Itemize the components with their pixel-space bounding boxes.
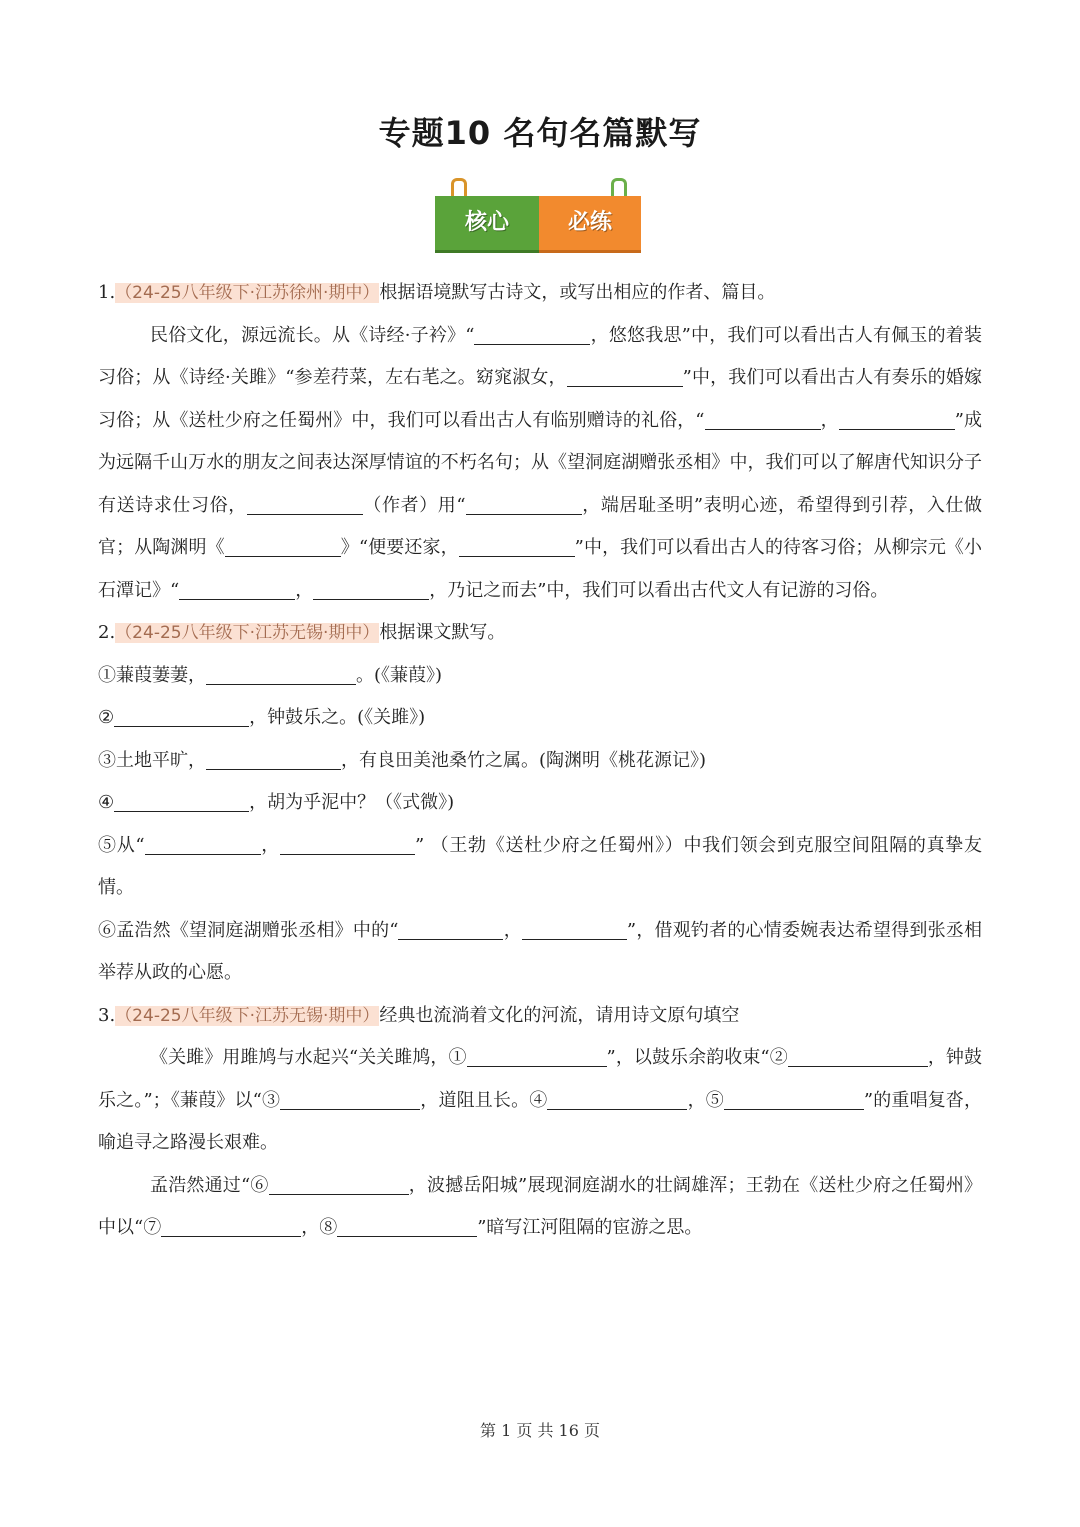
passage-text: ”中，我们可以看出古人的待客习俗；从柳宗元《小石潭记》“	[98, 537, 983, 601]
passage-text: ，	[295, 579, 314, 601]
passage-text: ”，以鼓乐余韵收束“②	[606, 1047, 788, 1068]
answer-blank[interactable]	[567, 364, 683, 387]
answer-blank[interactable]	[705, 407, 821, 430]
answer-blank[interactable]	[161, 1214, 301, 1237]
item-text: ，	[260, 834, 281, 856]
passage-text: ，道阻且长。④	[420, 1089, 548, 1111]
question-3-paragraph-2	[98, 1165, 982, 1250]
question-2-item-4	[98, 782, 982, 825]
question-stem: 根据课文默写。	[379, 622, 506, 643]
passage-text: ”暗写江河阻隔的宦游之思。	[477, 1217, 703, 1238]
answer-blank[interactable]	[724, 1087, 864, 1110]
answer-blank[interactable]	[474, 322, 590, 345]
item-text: ，	[503, 919, 522, 941]
answer-blank[interactable]	[280, 832, 415, 855]
item-text: ②	[98, 707, 115, 728]
answer-blank[interactable]	[839, 407, 955, 430]
answer-blank[interactable]	[522, 917, 627, 940]
banner-right-block	[539, 196, 641, 250]
core-practice-banner	[433, 176, 643, 254]
question-number: 1.	[98, 282, 116, 303]
passage-text: 》“便要还家，	[340, 537, 459, 558]
question-2-item-6	[98, 910, 982, 995]
item-text: ，胡为乎泥中？（《式微》)	[249, 792, 455, 813]
question-source: （24-25八年级下·江苏无锡·期中）	[115, 623, 380, 643]
question-1-passage	[98, 315, 982, 613]
passage-text: ，	[820, 409, 839, 431]
question-number: 2.	[98, 622, 116, 643]
question-2-item-2	[98, 697, 982, 740]
paper-clip-icon	[451, 178, 467, 196]
page-title: 专题10 名句名篇默写	[378, 114, 702, 152]
answer-blank[interactable]	[788, 1044, 928, 1067]
banner-left-label: 核心	[464, 210, 509, 235]
question-3-header	[98, 995, 982, 1038]
banner-right-label: 必练	[567, 210, 612, 235]
answer-blank[interactable]	[547, 1087, 687, 1110]
question-1-header	[98, 272, 982, 315]
passage-text: ，悠悠我思”中，我们可以看出古人有佩玉的着装习俗；从《诗经·关雎》“参差荇菜，左右芼之。窈窕淑女，	[98, 324, 982, 388]
answer-blank[interactable]	[145, 832, 261, 855]
question-2-item-5	[98, 825, 982, 910]
answer-blank[interactable]	[114, 789, 249, 812]
passage-text: 民俗文化，源远流长。从《诗经·子衿》“	[150, 324, 475, 346]
banner-left-block	[435, 196, 539, 250]
item-text: ④	[98, 792, 115, 813]
answer-blank[interactable]	[114, 704, 249, 727]
answer-blank[interactable]	[179, 577, 295, 600]
item-text: ①蒹葭萋萋，	[98, 664, 206, 686]
passage-text: 孟浩然通过“⑥	[150, 1174, 269, 1196]
worksheet-content	[98, 272, 982, 1250]
passage-text: （作者）用“	[362, 494, 466, 516]
question-source: （24-25八年级下·江苏徐州·期中）	[115, 283, 380, 303]
passage-text: ，钟鼓乐之。”；《蒹葭》以“③	[98, 1047, 983, 1111]
page-footer: 第 1 页 共 16 页	[480, 1421, 600, 1440]
item-text: 。(《蒹葭》)	[356, 664, 443, 686]
answer-blank[interactable]	[467, 1044, 607, 1067]
question-source: （24-25八年级下·江苏无锡·期中）	[115, 1005, 380, 1026]
question-stem: 根据语境默写古诗文，或写出相应的作者、篇目。	[379, 282, 776, 303]
answer-blank[interactable]	[225, 534, 341, 557]
item-text: ，钟鼓乐之。(《关雎》)	[249, 707, 426, 728]
question-stem: 经典也流淌着文化的河流，请用诗文原句填空	[379, 1004, 740, 1026]
answer-blank[interactable]	[459, 534, 575, 557]
answer-blank[interactable]	[466, 492, 582, 515]
answer-blank[interactable]	[247, 492, 363, 515]
answer-blank[interactable]	[206, 747, 341, 770]
question-2-item-1	[98, 655, 982, 698]
item-text: ⑤从“	[98, 834, 145, 856]
answer-blank[interactable]	[206, 662, 356, 685]
answer-blank[interactable]	[269, 1172, 409, 1195]
item-text: ” （王勃《送杜少府之任蜀州》）中我们领会到克服空间阻隔的真挚友情。	[98, 834, 983, 898]
passage-text: ”成为远隔千山万水的朋友之间表达深厚情谊的不朽名句；从《望洞庭湖赠张丞相》中，我们可以了解唐代知识分子有送诗求仕习俗，	[98, 409, 983, 516]
paper-clip-icon	[611, 178, 627, 196]
answer-blank[interactable]	[337, 1214, 477, 1237]
question-2-header	[98, 612, 982, 655]
passage-text: ”的重唱复沓，喻追寻之路漫长艰难。	[98, 1089, 983, 1153]
answer-blank[interactable]	[280, 1087, 420, 1110]
item-text: ，有良田美池桑竹之属。(陶渊明《桃花源记》)	[341, 749, 707, 771]
passage-text: ”中，我们可以看出古人有奏乐的婚嫁习俗；从《送杜少府之任蜀州》中，我们可以看出古人有临别赠诗的礼俗，“	[98, 367, 983, 431]
question-2-item-3	[98, 740, 982, 783]
passage-text: ，波撼岳阳城”展现洞庭湖水的壮阔雄浑；王勃在《送杜少府之任蜀州》中以“⑦	[98, 1174, 983, 1238]
passage-text: ，⑤	[687, 1089, 724, 1111]
passage-text: ，乃记之而去”中，我们可以看出古代文人有记游的习俗。	[429, 579, 889, 601]
item-text: ”，借观钓者的心情委婉表达希望得到张丞相举荐从政的心愿。	[98, 919, 983, 983]
passage-text: ，端居耻圣明”表明心迹，希望得到引荐，入仕做官；从陶渊明《	[98, 494, 983, 558]
item-text: ③土地平旷，	[98, 749, 206, 771]
passage-text: ，⑧	[301, 1217, 338, 1238]
passage-text: 《关雎》用雎鸠与水起兴“关关雎鸠，①	[150, 1047, 467, 1068]
question-3-paragraph-1	[98, 1037, 982, 1165]
answer-blank[interactable]	[313, 577, 429, 600]
question-number: 3.	[98, 1004, 116, 1026]
answer-blank[interactable]	[398, 917, 503, 940]
item-text: ⑥孟浩然《望洞庭湖赠张丞相》中的“	[98, 919, 399, 941]
